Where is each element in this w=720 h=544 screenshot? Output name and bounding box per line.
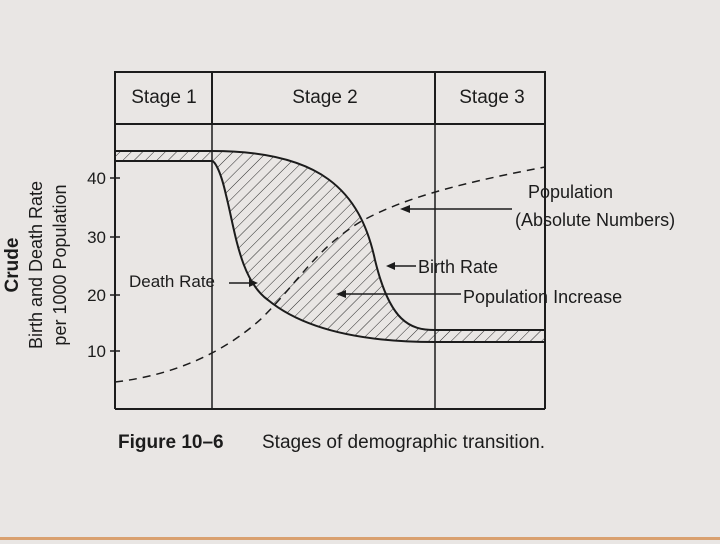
population-label: Population [528,182,614,202]
population-sublabel: (Absolute Numbers) [515,210,676,230]
figure-label: Figure 10–6 [118,432,224,453]
population-arrow-icon [400,205,410,213]
y-tick-label-30: 30 [87,228,106,247]
stage-2-label: Stage 2 [292,87,358,108]
y-tick-label-40: 40 [87,169,106,188]
birth-rate-arrow-icon [386,262,395,270]
population-increase-label: Population Increase [463,287,623,307]
stage-1-label: Stage 1 [131,87,197,108]
y-axis-label-line1: Crude [2,237,23,293]
birth-rate-label: Birth Rate [418,257,499,277]
y-axis-label-line2: Birth and Death Rate [26,180,46,350]
stage-3-label: Stage 3 [459,87,525,108]
y-tick-label-10: 10 [87,342,106,361]
y-tick-label-20: 20 [87,286,106,305]
death-rate-label: Death Rate [129,272,215,291]
figure-caption: Stages of demographic transition. [262,432,546,453]
y-axis-label-line3: per 1000 Population [50,184,70,346]
